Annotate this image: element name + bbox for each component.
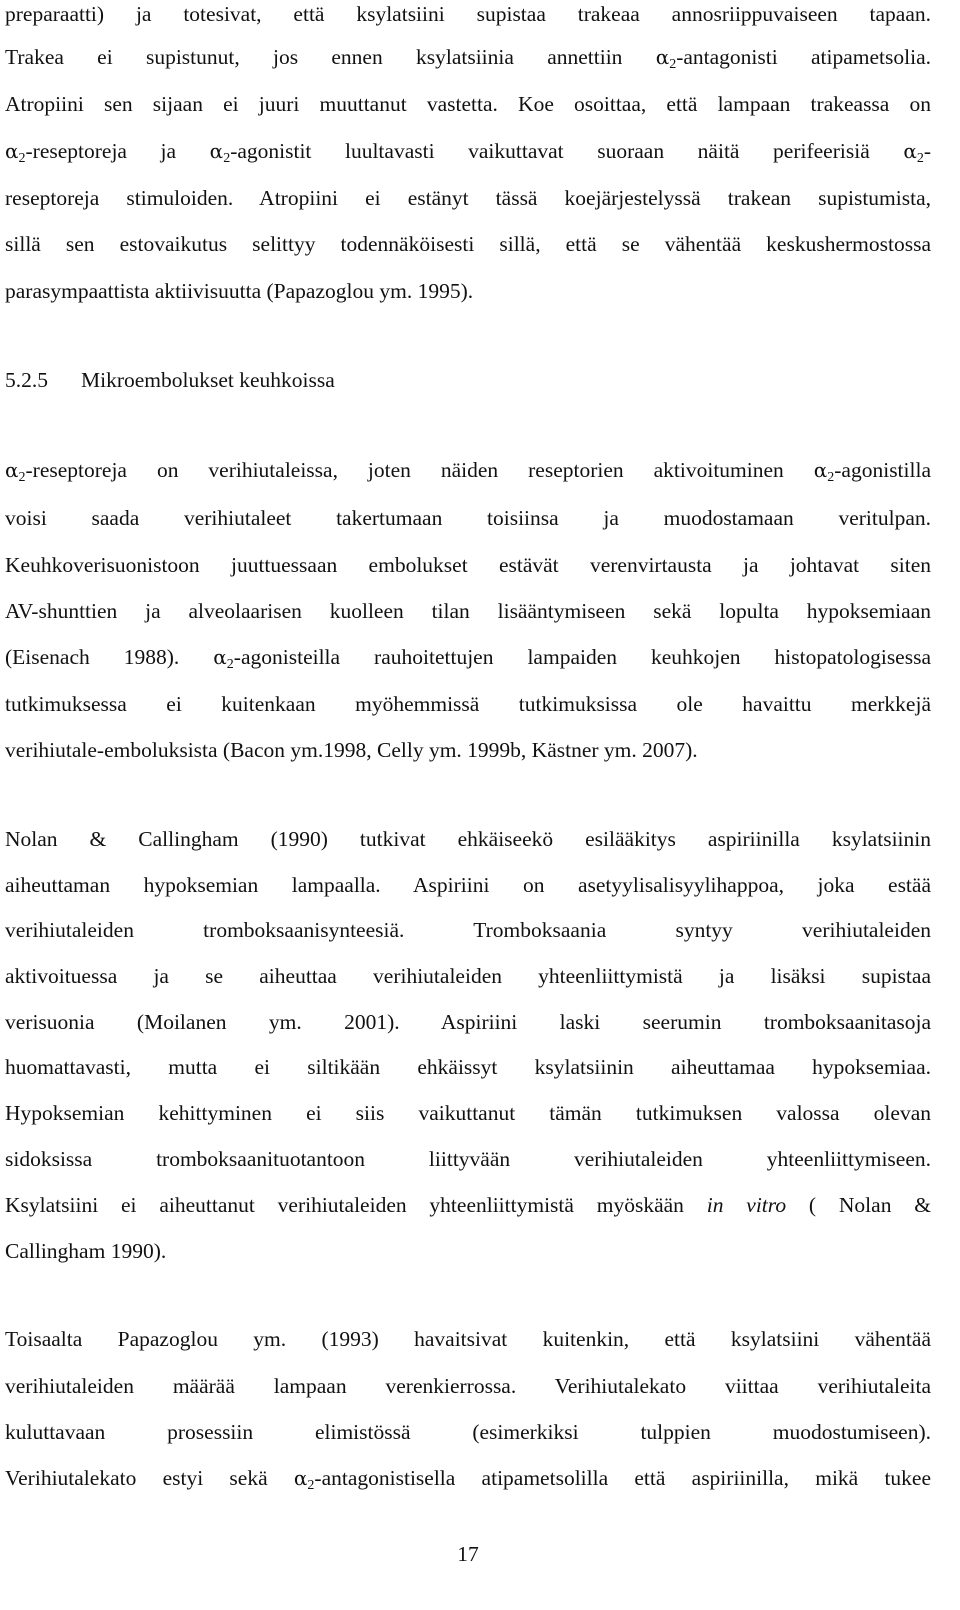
paragraph-line: preparaatti) ja totesivat, että ksylatsiini supistaa trakeaa annosriippuvaiseen tapaan. — [5, 2, 931, 26]
alpha-symbol: α — [903, 139, 917, 163]
page-number: 17 — [457, 1542, 479, 1566]
paragraph-line: Ksylatsiini ei aiheuttanut verihiutaleiden yhteenliittymistä myöskään in vitro ( Nolan & — [5, 1193, 931, 1217]
paragraph-line: Atropiini sen sijaan ei juuri muuttanut vastetta. Koe osoittaa, että lampaan trakeassa on — [5, 92, 931, 116]
paragraph-line: verihiutaleiden määrää lampaan verenkierrossa. Verihiutalekato viittaa verihiutaleita — [5, 1374, 931, 1398]
alpha-symbol: α — [5, 458, 19, 482]
paragraph-line: (Eisenach 1988). $\alpha_2$-agonisteilla rauhoitettujen lampaiden keuhkojen histopatologisessa — [5, 645, 932, 672]
paragraph-line: Keuhkoverisuonistoon juuttuessaan embolukset estävät verenvirtausta ja johtavat siten — [5, 553, 931, 577]
paragraph-line: Callingham 1990). — [5, 1239, 167, 1263]
paragraph-line: Trakea ei supistunut, jos ennen ksylatsiinia annettiin $\alpha_2$-antagonisti atipametsolia. — [5, 45, 931, 72]
alpha-symbol: α — [655, 45, 670, 69]
section-number: 5.2.5 — [5, 368, 48, 392]
paragraph-line: verihiutale-emboluksista (Bacon ym.1998, Celly ym. 1999b, Kästner ym. 2007). — [5, 738, 698, 762]
paragraph-line: Toisaalta Papazoglou ym. (1993) havaitsivat kuitenkin, että ksylatsiini vähentää — [5, 1327, 931, 1351]
section-title: Mikroembolukset keuhkoissa — [81, 368, 335, 392]
paragraph-line: reseptoreja stimuloiden. Atropiini ei estänyt tässä koejärjestelyssä trakean supistumista, — [5, 186, 931, 210]
paragraph-line: parasympaattista aktiivisuutta (Papazoglou ym. 1995). — [5, 279, 474, 303]
alpha-symbol: α — [209, 139, 224, 163]
paragraph-line: verihiutaleiden tromboksaanisynteesiä. Tromboksaania syntyy verihiutaleiden — [5, 918, 931, 942]
paragraph-line: kuluttavaan prosessiin elimistössä (esimerkiksi tulppien muodostumiseen). — [5, 1420, 931, 1444]
alpha-symbol: α — [5, 139, 19, 163]
paragraph-line: AV-shunttien ja alveolaarisen kuolleen tilan lisääntymiseen sekä lopulta hypoksemiaan — [5, 599, 931, 623]
paragraph-line: $\alpha_2$-reseptoreja on verihiutaleissa, joten näiden reseptorien aktivoituminen $\alpha_2$-agonistilla — [5, 458, 931, 485]
paragraph-line: tutkimuksessa ei kuitenkaan myöhemmissä tutkimuksissa ole havaittu merkkejä — [5, 692, 931, 716]
paragraph-line: voisi saada verihiutaleet takertumaan toisiinsa ja muodostamaan veritulpan. — [5, 506, 931, 530]
paragraph-line: huomattavasti, mutta ei siltikään ehkäissyt ksylatsiinin aiheuttamaa hypoksemiaa. — [5, 1055, 931, 1079]
paragraph-line: sillä sen estovaikutus selittyy todennäköisesti sillä, että se vähentää keskushermostossa — [5, 232, 931, 256]
paragraph-line: sidoksissa tromboksaanituotantoon liittyvään verihiutaleiden yhteenliittymiseen. — [5, 1147, 931, 1171]
alpha-symbol: α — [813, 458, 828, 482]
paragraph-line: Verihiutalekato estyi sekä $\alpha_2$-antagonistisella atipametsolilla että aspiriinilla, mikä tukee — [5, 1466, 932, 1493]
section-heading — [5, 366, 931, 394]
paragraph-line: aiheuttaman hypoksemian lampaalla. Aspiriini on asetyylisalisyylihappoa, joka estää — [5, 873, 931, 897]
paragraph-line: Nolan & Callingham (1990) tutkivat ehkäiseekö esilääkitys aspiriinilla ksylatsiinin — [5, 827, 931, 851]
paragraph-line: aktivoituessa ja se aiheuttaa verihiutaleiden yhteenliittymistä ja lisäksi supistaa — [5, 964, 931, 988]
paragraph-line: verisuonia (Moilanen ym. 2001). Aspiriini laski seerumin tromboksaanitasoja — [5, 1010, 931, 1034]
alpha-symbol: α — [213, 645, 227, 669]
paragraph-line: $\alpha_2$-reseptoreja ja $\alpha_2$-agonistit luultavasti vaikuttavat suoraan näitä perifeerisiä $\alpha_2-$ — [5, 139, 932, 166]
alpha-symbol: α — [293, 1466, 308, 1490]
paragraph-line: Hypoksemian kehittyminen ei siis vaikuttanut tämän tutkimuksen valossa olevan — [5, 1101, 931, 1125]
